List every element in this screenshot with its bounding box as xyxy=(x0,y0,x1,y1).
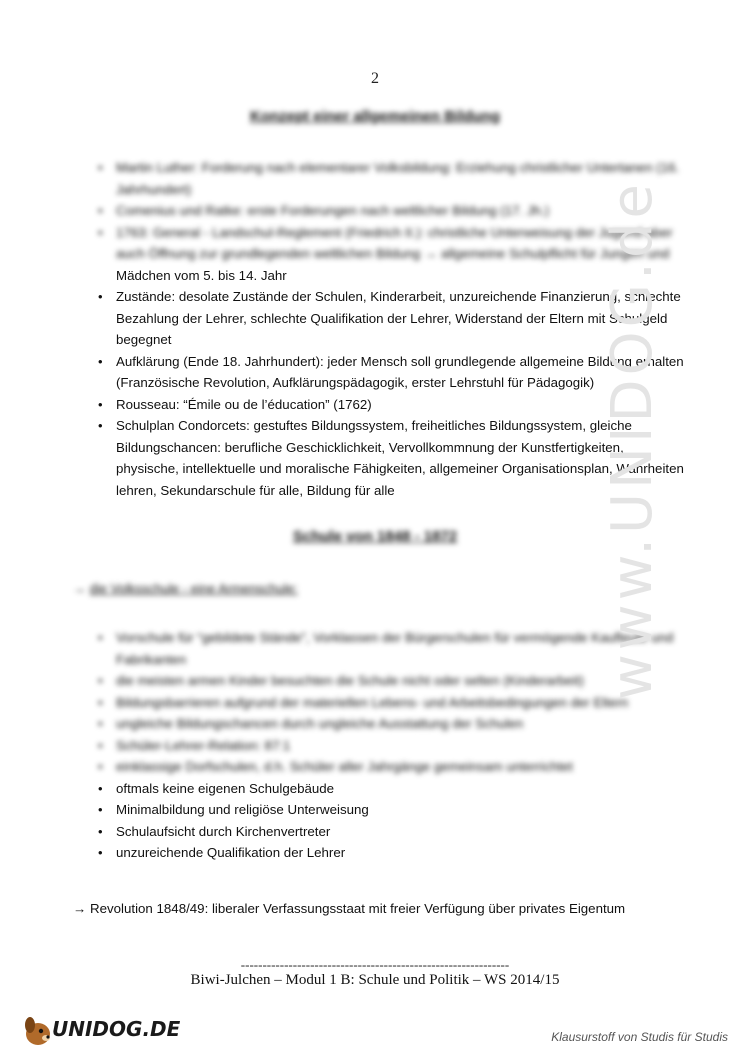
list-item: • Vorschule für “gebildete Stände”, Vorklassen der Bürgerschulen für vermögende Kaufleute und Fabrikanten xyxy=(98,627,688,670)
list-item: • Schulplan Condorcets: gestuftes Bildungssystem, freiheitliches Bildungssystem, gleiche Bildungschancen: berufliche Geschicklichkeit, Vervollkommnung der Kunstfertigkeiten, physische, intellektuelle und moralische Fähigkeiten, allgemeiner Organisationsplan, Wahrheiten lehren, Sekundarschule für alle, Bildung für alle xyxy=(98,415,688,501)
list-item: • Minimalbildung und religiöse Unterweisung xyxy=(98,799,688,821)
list-item: • Bildungsbarrieren aufgrund der materiellen Lebens- und Arbeitsbedingungen der Eltern xyxy=(98,692,688,714)
footer-title: Biwi-Julchen – Modul 1 B: Schule und Politik – WS 2014/15 xyxy=(190,972,560,988)
list-item: • einklassige Dorfschulen, d.h. Schüler aller Jahrgänge gemeinsam unterrichtet xyxy=(98,756,688,778)
tagline: Klausurstoff von Studis für Studis xyxy=(551,1030,728,1044)
page-number: 2 xyxy=(371,70,379,87)
list-item: • Rousseau: “Émile ou de l’éducation” (1762) xyxy=(98,394,688,416)
list-item: • 1763: General - Landschul-Reglement (Friedrich II.): christliche Unterweisung der Jugend aber auch Öffnung zur grundlegenden weltlichen Bildung → allgemeine Schulpflicht für Jungen und xyxy=(98,222,688,265)
list-item: • Aufklärung (Ende 18. Jahrhundert): jeder Mensch soll grundlegende allgemeine Bildung erhalten (Französische Revolution, Aufklärungspädagogik, erster Lehrstuhl für Pädagogik) xyxy=(98,351,688,394)
list-item: • Schüler-Lehrer-Relation: 87:1 xyxy=(98,735,688,757)
section-heading-schule: Schule von 1848 - 1872 xyxy=(292,528,458,545)
list-item: • Comenius und Ratke: erste Forderungen nach weltlicher Bildung (17. Jh.) xyxy=(98,200,688,222)
list-item: • unzureichende Qualifikation der Lehrer xyxy=(98,842,688,864)
revolution-line: → Revolution 1848/49: liberaler Verfassungsstaat mit freier Verfügung über privates Eigentum xyxy=(73,901,626,916)
dog-icon xyxy=(25,1017,50,1045)
list-item: • oftmals keine eigenen Schulgebäude xyxy=(98,778,688,800)
logo-text: UNIDOG.DE xyxy=(52,1017,181,1041)
volksschule-subheading xyxy=(73,581,298,596)
list-item: Mädchen vom 5. bis 14. Jahr xyxy=(116,267,287,283)
arrow-icon: → xyxy=(73,581,86,596)
footer-separator: -------------------------------------------------------------- xyxy=(240,957,510,972)
list-item: • ungleiche Bildungschancen durch ungleiche Ausstattung der Schulen xyxy=(98,713,688,735)
watermark: www.UNIDOG.de xyxy=(600,180,665,700)
list-item: • Schulaufsicht durch Kirchenvertreter xyxy=(98,821,688,843)
list-item: • Zustände: desolate Zustände der Schulen, Kinderarbeit, unzureichende Finanzierung, schlechte Bezahlung der Lehrer, schlechte Qualifikation der Lehrer, Widerstand der Eltern mit Schulgeld begegnet xyxy=(98,286,688,351)
list-item: • die meisten armen Kinder besuchten die Schule nicht oder selten (Kinderarbeit) xyxy=(98,670,688,692)
subheading-text: die Volksschule - eine Armenschule: xyxy=(89,581,298,596)
list-item: • Martin Luther: Forderung nach elementarer Volksbildung: Erziehung christlicher Untertanen (16. Jahrhundert) xyxy=(98,157,688,200)
section-heading-bildung: Konzept einer allgemeinen Bildung xyxy=(249,108,501,125)
